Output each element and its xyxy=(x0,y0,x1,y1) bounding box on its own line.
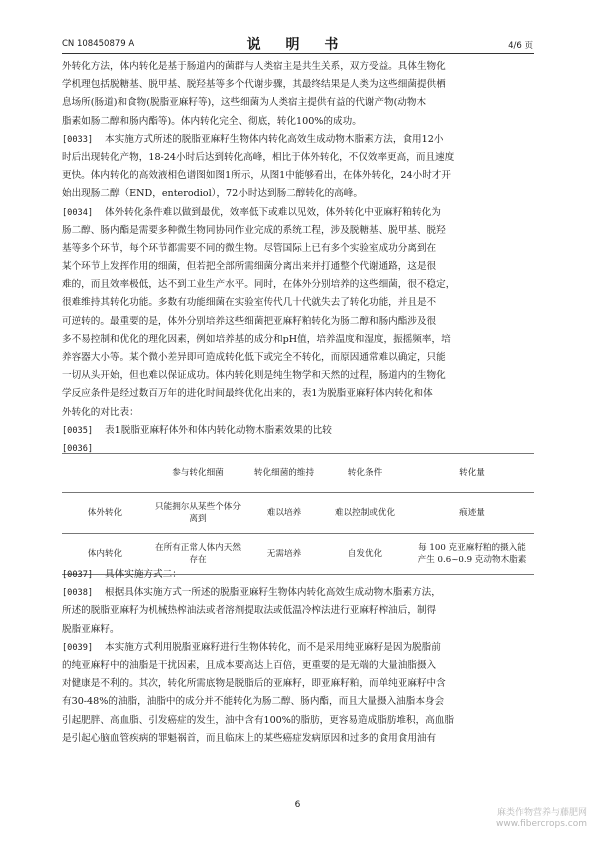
text-line xyxy=(62,712,534,730)
table-cell: 痕迹量 xyxy=(410,493,534,534)
line-text: 多不易控制和优化的理化因素，例如培养基的成分和pH值，培养温度和湿度，振摇频率，培 xyxy=(62,333,451,345)
watermark-line: www.fibercrops.com xyxy=(496,819,587,829)
text-line xyxy=(62,58,534,76)
text-line xyxy=(62,294,534,312)
text-line xyxy=(62,240,534,258)
text-line xyxy=(62,313,534,331)
paragraph-number: [0037] xyxy=(62,570,94,580)
text-line xyxy=(62,167,534,185)
line-text: 脂素如肠二醇和肠内酯等)。体内转化完全、彻底，转化100%的成功。 xyxy=(62,115,362,127)
header-divider xyxy=(62,53,534,54)
line-text: 本实施方式利用脱脂亚麻籽进行生物体转化，而不是采用纯亚麻籽是因为脱脂前 xyxy=(105,641,441,653)
text-line xyxy=(62,367,534,385)
table-cell: 只能拥尔从某些个体分离到 xyxy=(148,493,248,534)
text-line xyxy=(62,404,534,422)
table-cell: 难以控制或优化 xyxy=(320,493,410,534)
text-line xyxy=(62,222,534,240)
table-cell: 难以培养 xyxy=(248,493,320,534)
text-line xyxy=(62,566,534,584)
text-line xyxy=(62,204,534,222)
body-text-bottom xyxy=(62,566,534,748)
page-indicator: 4/6 页 xyxy=(508,41,533,51)
publication-number: CN 108450879 A xyxy=(62,39,135,49)
line-text: 始出现肠二醇（END，enterodiol），72小时达到肠二醇转化的高峰。 xyxy=(62,188,363,200)
document-title: 说 明 书 xyxy=(246,37,349,53)
text-line xyxy=(62,76,534,94)
line-text: 肠二醇、肠内酯是需要多种微生物同协同作业完成的系统工程，涉及脱糖基、脱甲基、脱羟 xyxy=(62,224,446,236)
text-line xyxy=(62,422,534,440)
paragraph-number: [0038] xyxy=(62,588,94,599)
table-cell: 体内转化 xyxy=(62,534,148,575)
text-line xyxy=(62,675,534,693)
table-header-cell xyxy=(62,454,148,493)
text-line xyxy=(62,131,534,149)
table-cell: 无需培养 xyxy=(248,534,320,575)
line-text: 基等多个环节，每个环节都需要不同的微生物。尽管国际上已有多个实验室成功分离到在 xyxy=(62,242,437,254)
line-text: 本实施方式所述的脱脂亚麻籽生物体内转化高效生成动物木脂素方法，食用12小 xyxy=(105,133,444,145)
line-text: 时后出现转化产物，18-24小时后达到转化高峰，相比于体外转化，不仅效率更高，而且速度 xyxy=(62,151,455,163)
table-cell: 每 100 克亚麻籽粕的摄入能产生 0.6~0.9 克动物木脂素 xyxy=(410,534,534,575)
line-text: 养容器大小等。某个微小差异即可造成转化低下或完全不转化，而原因通常难以确定，只能 xyxy=(62,352,446,363)
watermark-line: 麻类作物营养与藤肥网 xyxy=(496,808,587,818)
table-cell: 体外转化 xyxy=(62,493,148,534)
text-line xyxy=(62,331,534,349)
line-text: 学反应条件是经过数百万年的进化时间最终优化出来的，表1为脱脂亚麻籽体内转化和体 xyxy=(62,388,433,400)
line-text: 所述的脱脂亚麻籽为机械热榨油法或者溶剂提取法或低温冷榨法进行亚麻籽榨油后，制得 xyxy=(62,605,437,617)
line-text: 对健康是不利的。其次，转化所需底物是脱脂后的亚麻籽，即亚麻籽粕，而单纯亚麻籽中含 xyxy=(62,678,446,690)
line-text: 是引起心脑血管疾病的罪魁祸首，而且临床上的某些癌症发病原因和过多的食用食用油有 xyxy=(62,732,437,744)
text-line xyxy=(62,602,534,620)
line-text: 学机理包括脱糖基、脱甲基、脱羟基等多个代谢步骤，其最终结果是人类为这些细菌提供栖 xyxy=(62,79,446,91)
line-text: 外转化方法，体内转化是基于肠道内的菌群与人类宿主是共生关系，双方受益。具体生物化 xyxy=(62,61,446,72)
text-line xyxy=(62,385,534,403)
text-line xyxy=(62,349,534,367)
table-header-cell: 转化量 xyxy=(410,454,534,493)
line-text: 体外转化条件难以做到最优，效率低下或难以见效，体外转化中亚麻籽粕转化为 xyxy=(105,206,441,218)
line-text: 息场所(肠道)和食物(脱脂亚麻籽等)，这些细菌为人类宿主提供有益的代谢产物(动物木 xyxy=(62,97,427,109)
line-text: 有30-48%的油脂，油脂中的成分并不能转化为肠二醇、肠内酯，而且大量摄入油脂本身会 xyxy=(62,696,445,708)
line-text: 外转化的对比表： xyxy=(62,406,139,418)
table-header-cell: 参与转化细菌 xyxy=(148,454,248,493)
table-header-row xyxy=(62,454,534,493)
line-text: 根据具体实施方式一所述的脱脂亚麻籽生物体内转化高效生成动物木脂素方法， xyxy=(105,587,441,599)
table-cell: 自发优化 xyxy=(320,534,410,575)
paragraph-number: [0035] xyxy=(62,425,94,436)
table-header-cell: 转化条件 xyxy=(320,454,410,493)
text-line xyxy=(62,94,534,112)
text-line xyxy=(62,185,534,203)
line-text: 可逆转的。最重要的是，体外分别培养这些细菌把亚麻籽粕转化为肠二醇和肠内酯涉及很 xyxy=(62,315,437,327)
paragraph-number: [0033] xyxy=(62,134,94,145)
line-text: 脱脂亚麻籽。 xyxy=(62,623,120,635)
text-line xyxy=(62,621,534,639)
comparison-table xyxy=(62,453,534,575)
line-text: 的纯亚麻籽中的油脂是干扰因素，且成本要高达上百倍，更重要的是无端的大量油脂摄入 xyxy=(62,659,437,671)
text-line xyxy=(62,730,534,748)
text-line xyxy=(62,276,534,294)
line-text: 难的，而且效率极低，达不到工业生产水平。同时，在体外分别培养的这些细菌，很不稳定， xyxy=(62,279,456,291)
text-line xyxy=(62,113,534,131)
body-text-top xyxy=(62,58,534,458)
table-header-cell: 转化细菌的维持 xyxy=(248,454,320,493)
watermark xyxy=(496,808,587,830)
table-cell: 在所有正常人体内天然存在 xyxy=(148,534,248,575)
paragraph-number: [0039] xyxy=(62,642,94,653)
line-text: 具体实施方式二： xyxy=(105,569,182,580)
text-line xyxy=(62,149,534,167)
paragraph-number: [0036] xyxy=(62,443,94,454)
text-line xyxy=(62,639,534,657)
line-text: 更快。体内转化的高效液相色谱图如图1所示，从图1中能够看出，在体外转化，24小时才开 xyxy=(62,170,451,182)
text-line xyxy=(62,693,534,711)
line-text: 某个环节上发挥作用的细菌，但若把全部所需细菌分离出来并打通整个代谢通路，这是很 xyxy=(62,261,437,273)
text-line xyxy=(62,657,534,675)
page-number: 6 xyxy=(294,800,301,810)
line-text: 表1脱脂亚麻籽体外和体内转化动物木脂素效果的比较 xyxy=(105,424,332,436)
paragraph-number: [0034] xyxy=(62,207,94,218)
line-text: 很难维持其转化功能。多数有功能细菌在实验室传代几十代就失去了转化功能，并且是不 xyxy=(62,297,437,309)
line-text: 一切从头开始，但也难以保证成功。体内转化则是纯生物学和天然的过程，肠道内的生物化 xyxy=(62,370,446,382)
text-line xyxy=(62,584,534,602)
table-row xyxy=(62,493,534,534)
line-text: 引起肥胖、高血脂、引发癌症的发生，油中含有100%的脂肪，更容易造成脂肪堆积，高血脂 xyxy=(62,714,454,726)
text-line xyxy=(62,258,534,276)
